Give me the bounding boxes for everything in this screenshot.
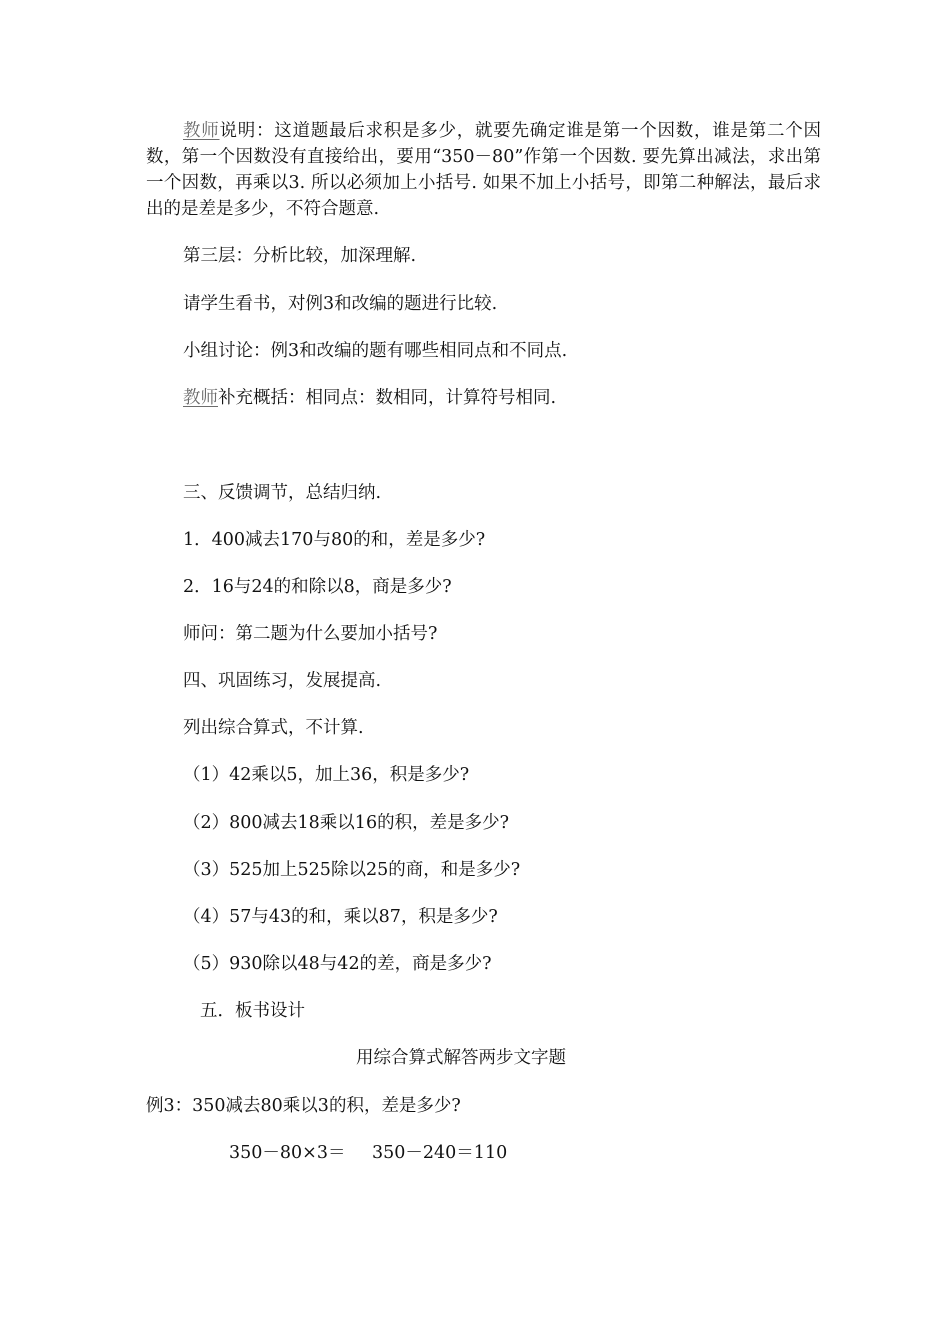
layer3-read: 请学生看书，对例3和改编的题进行比较. — [183, 294, 498, 314]
layer3-summary-text: 补充概括：相同点：数相同，计算符号相同. — [218, 388, 557, 408]
intro-text: 说明：这道题最后求积是多少，就要先确定谁是第一个因数，谁是第二个因数，第一个因数没有直接给出，要用“350－80”作第一个因数. 要先算出减法，求出第一个因数，再乘以3. 所以必须加上小括号. 如果不加上小括号，即第二种解法，最后求出的是差是多少，不符合题意. — [146, 121, 821, 219]
board-title: 用综合算式解答两步文字题 — [356, 1048, 566, 1068]
layer3-summary — [183, 385, 556, 411]
section3-ask: 师问：第二题为什么要加小括号? — [183, 624, 438, 644]
intro-paragraph — [146, 118, 821, 222]
layer3-title: 第三层：分析比较，加深理解. — [183, 246, 417, 266]
exercise-item: （4）57与43的和，乘以87，积是多少? — [183, 907, 498, 927]
section4-title: 四、巩固练习，发展提高. — [183, 671, 382, 691]
board-example: 例3：350减去80乘以3的积，差是多少? — [146, 1096, 461, 1116]
formula-left: 350－80×3＝ — [229, 1143, 346, 1163]
section3-q1: 1．400减去170与80的和，差是多少? — [183, 530, 486, 550]
teacher-link-2[interactable]: 教师 — [183, 388, 218, 408]
teacher-link[interactable]: 教师 — [183, 121, 220, 141]
layer3-discuss: 小组讨论：例3和改编的题有哪些相同点和不同点. — [183, 341, 568, 361]
section4-instruction: 列出综合算式，不计算. — [183, 718, 364, 738]
section5-title: 五．板书设计 — [200, 1001, 305, 1021]
exercise-item: （3）525加上525除以25的商，和是多少? — [183, 860, 521, 880]
exercise-item: （2）800减去18乘以16的积，差是多少? — [183, 813, 509, 833]
formula-right: 350－240＝110 — [372, 1143, 508, 1163]
section3-q2: 2．16与24的和除以8，商是多少? — [183, 577, 452, 597]
exercise-item: （1）42乘以5，加上36，积是多少? — [183, 765, 470, 785]
exercise-item: （5）930除以48与42的差，商是多少? — [183, 954, 492, 974]
section3-title: 三、反馈调节，总结归纳. — [183, 483, 382, 503]
